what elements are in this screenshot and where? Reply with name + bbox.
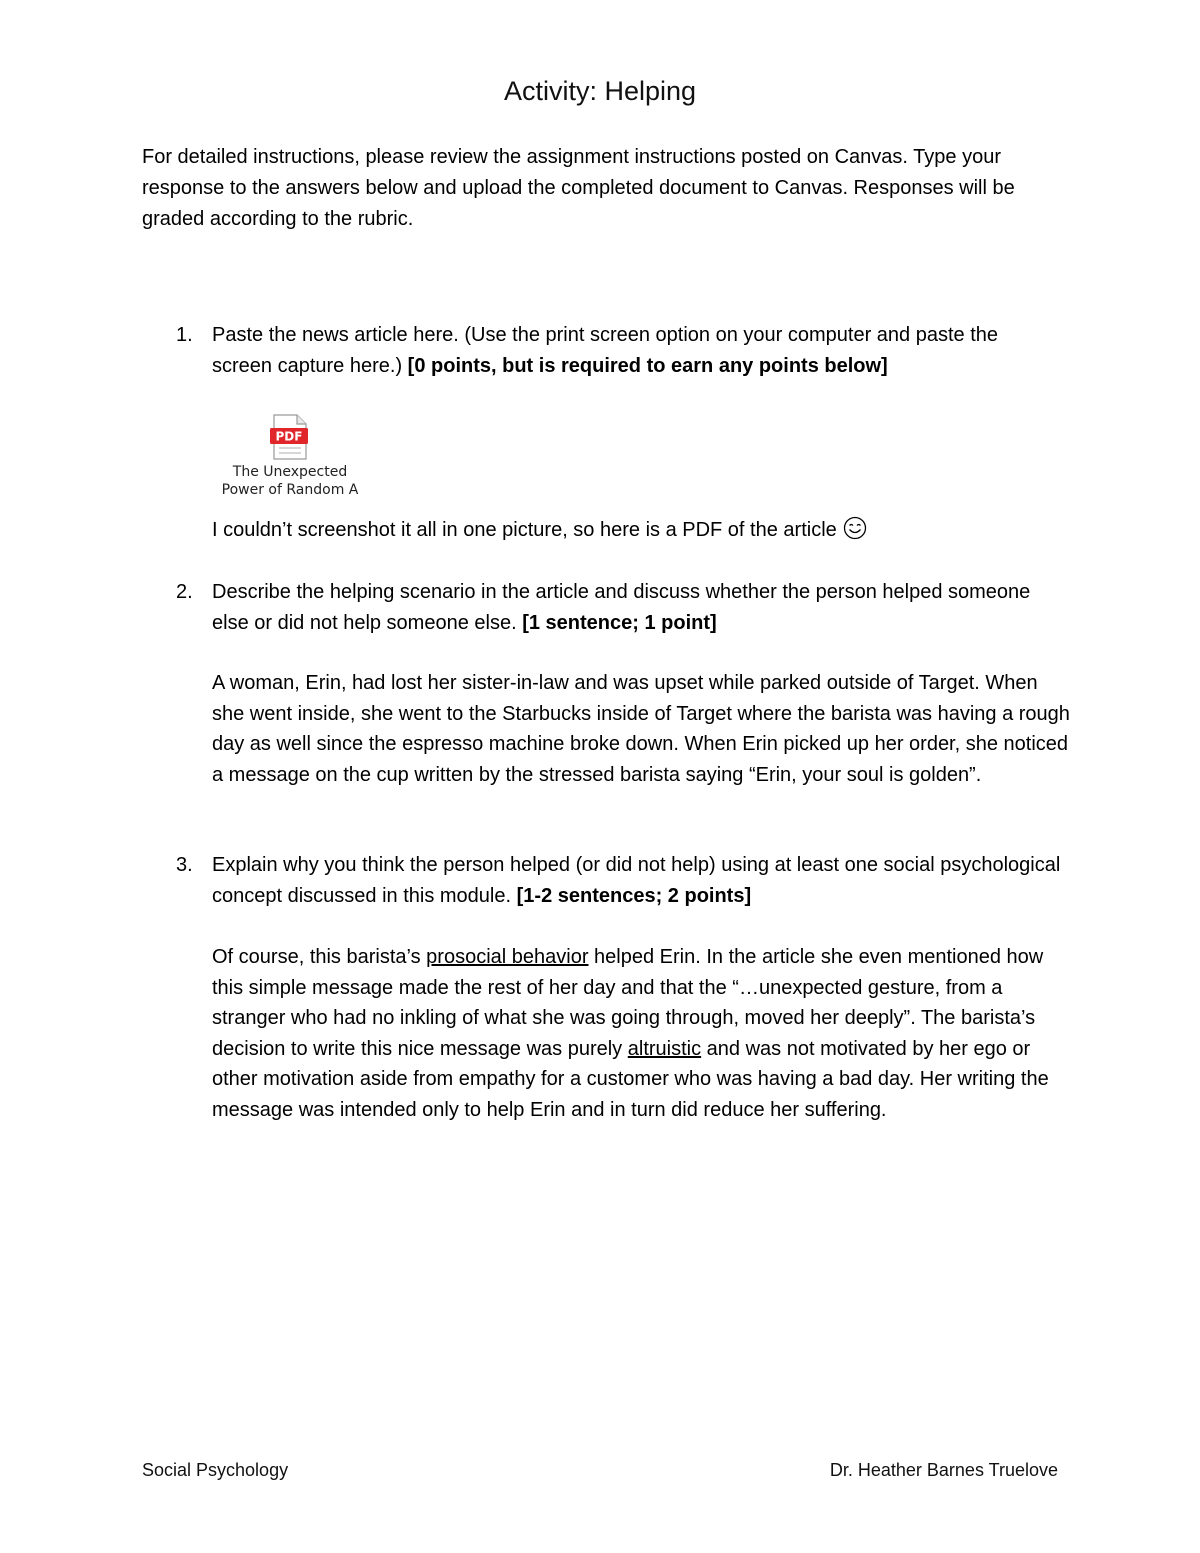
pdf-badge-label: PDF [275,429,303,444]
question-3 [142,850,1062,912]
answer-1-text: I couldn’t screenshot it all in one picture, so here is a PDF of the article [212,519,837,541]
question-number: 1. [176,324,193,346]
answer-3-part-3: and was not motivated by her ego or other motivation aside from empathy for a customer who was having a bad day. Her writing the message was intended only to help Erin and in turn did reduce her suffering. [212,1037,1049,1121]
question-points: [1 sentence; 1 point] [522,612,717,634]
question-number: 3. [176,854,193,876]
answer-3-part-2: helped Erin. In the article she even mentioned how this simple message made the rest of her day and that the “…unexpected gesture, from a stranger who had no inkling of what she was going through, moved her deeply”. The barista’s decision to write this nice message was purely [212,946,1044,1060]
question-1 [142,320,1062,382]
question-number: 2. [176,581,193,603]
footer-instructor: Dr. Heather Barnes Truelove [829,1460,1058,1480]
page-title: Activity: Helping [503,76,697,106]
smiley-face-icon [843,516,867,540]
attachment-caption-line-1: The Unexpected [232,464,348,480]
concept-term-altruistic: altruistic [627,1037,702,1060]
question-2 [142,577,1062,639]
concept-term-prosocial: prosocial behavior [426,946,589,968]
question-points: [0 points, but is required to earn any points below] [407,355,888,377]
attachment-caption-line-2: Power of Random A [221,482,359,498]
intro-paragraph: For detailed instructions, please review the assignment instructions posted on Canvas. Type your response to the answers below and upload the completed document to Canvas. Responses will be graded according to the rubric. [142,146,1015,230]
pdf-file-icon [269,414,311,460]
pdf-attachment[interactable] [205,414,375,499]
answer-2: A woman, Erin, had lost her sister-in-law and was upset while parked outside of Target. When she went inside, she went to the Starbucks inside of Target where the barista was having a rough day as well since the espresso machine broke down. When Erin picked up her order, she noticed a message on the cup written by the stressed barista saying “Erin, your soul is golden”. [212,672,1070,786]
question-text: Paste the news article here. (Use the print screen option on your computer and paste the screen capture here.) [212,324,998,377]
answer-1 [212,515,1072,546]
footer-course: Social Psychology [142,1460,289,1480]
question-text: Describe the helping scenario in the article and discuss whether the person helped someone else or did not help someone else. [212,581,1031,634]
question-text: Explain why you think the person helped (or did not help) using at least one social psychological concept discussed in this module. [212,854,1061,907]
question-points: [1-2 sentences; 2 points] [516,885,752,907]
answer-3-part-1: Of course, this barista’s [212,946,427,968]
answer-3 [212,942,1072,1126]
